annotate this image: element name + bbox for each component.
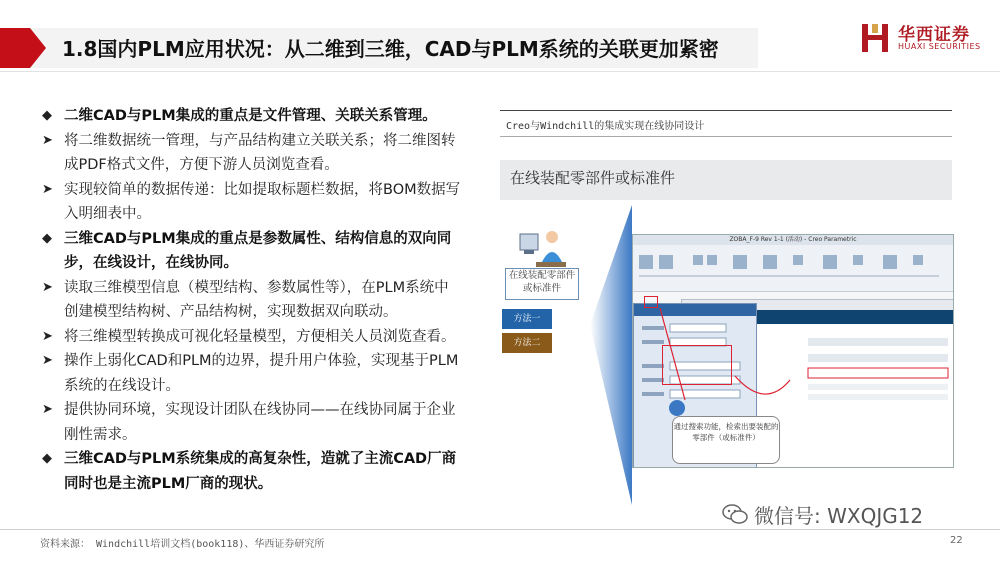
bullet-marker: ➤	[42, 132, 53, 148]
creo-window-title: ZOBA_F-9 Rev 1-1 (活动) - Creo Parametric	[633, 235, 953, 245]
bullet-marker: ➤	[42, 328, 53, 344]
bullet-text: 提供协同环境，实现设计团队在线协同——在线协同属于企业刚性需求。	[64, 402, 456, 443]
bullet-text: 将三维模型转换成可视化轻量模型，方便相关人员浏览查看。	[64, 328, 456, 345]
bullet-marker: ◆	[42, 451, 52, 466]
callout-arrows-graphic	[655, 300, 795, 420]
bullet-item	[42, 276, 462, 325]
page-number: 22	[950, 535, 963, 546]
bullet-item	[42, 398, 462, 447]
bullet-marker: ➤	[42, 353, 53, 368]
bullet-item	[42, 227, 462, 276]
huaxi-logo-icon	[860, 22, 890, 54]
bullet-text: 三维CAD与PLM系统集成的高复杂性，造就了主流CAD厂商同时也是主流PLM厂商的现状。	[64, 451, 457, 492]
bullet-text: 读取三维模型信息（模型结构、参数属性等），在PLM系统中创建模型结构树、产品结构树，实现数据双向联动。	[64, 279, 449, 320]
footer-divider	[0, 529, 1000, 530]
callout-note: 通过搜索功能，检索出要装配的零部件（或标准件）	[672, 416, 780, 464]
bullet-item	[42, 129, 462, 178]
figure-band-title: 在线装配零部件或标准件	[510, 169, 676, 187]
bullet-item	[42, 349, 462, 398]
bullet-item	[42, 104, 462, 129]
slide-title: 1.8国内PLM应用状况：从二维到三维，CAD与PLM系统的关联更加紧密	[62, 37, 719, 61]
bullet-marker: ➤	[42, 279, 53, 295]
wechat-icon	[722, 503, 748, 525]
ribbon-icons-graphic	[633, 245, 953, 291]
user-at-computer-icon	[516, 228, 568, 272]
figure-caption-rule	[500, 136, 952, 137]
logo-text-cn: 华西证券	[898, 25, 970, 45]
title-accent	[0, 28, 30, 68]
bullet-text: 操作上弱化CAD和PLM的边界，提升用户体验，实现基于PLM系统的在线设计。	[64, 353, 459, 394]
method-two-button: 方法二	[502, 333, 552, 353]
header-divider	[0, 71, 1000, 72]
source-note: 资料来源： Windchill培训文档(book118)、华西证券研究所	[40, 539, 325, 550]
bullet-list	[42, 104, 462, 496]
bullet-text: 实现较简单的数据传递：比如提取标题栏数据，将BOM数据写入明细表中。	[64, 181, 461, 222]
bullet-item	[42, 325, 462, 350]
creo-ribbon	[633, 245, 953, 292]
bullet-text: 三维CAD与PLM集成的重点是参数属性、结构信息的双向同步，在线设计，在线协同。	[64, 230, 452, 271]
figure-caption: Creo与Windchill的集成实现在线协同设计	[506, 121, 705, 132]
person-label: 在线装配零部件或标准件	[505, 268, 579, 300]
bullet-text: 二维CAD与PLM集成的重点是文件管理、关联关系管理。	[64, 108, 437, 124]
figure-top-rule	[500, 110, 952, 111]
bullet-marker: ➤	[42, 402, 53, 417]
title-chevron	[30, 28, 46, 68]
bullet-text: 将二维数据统一管理，与产品结构建立关联关系；将二维图转成PDF格式文件，方便下游人员浏览查看。	[64, 132, 456, 173]
bullet-marker: ◆	[42, 108, 52, 123]
bullet-item	[42, 178, 462, 227]
wechat-watermark: 微信号: WXQJG12	[754, 504, 924, 528]
logo-text-en: HUAXI SECURITIES	[898, 42, 981, 51]
bullet-item	[42, 447, 462, 496]
bullet-marker: ◆	[42, 230, 52, 246]
method-one-button: 方法一	[502, 309, 552, 329]
bullet-marker: ➤	[42, 181, 53, 197]
